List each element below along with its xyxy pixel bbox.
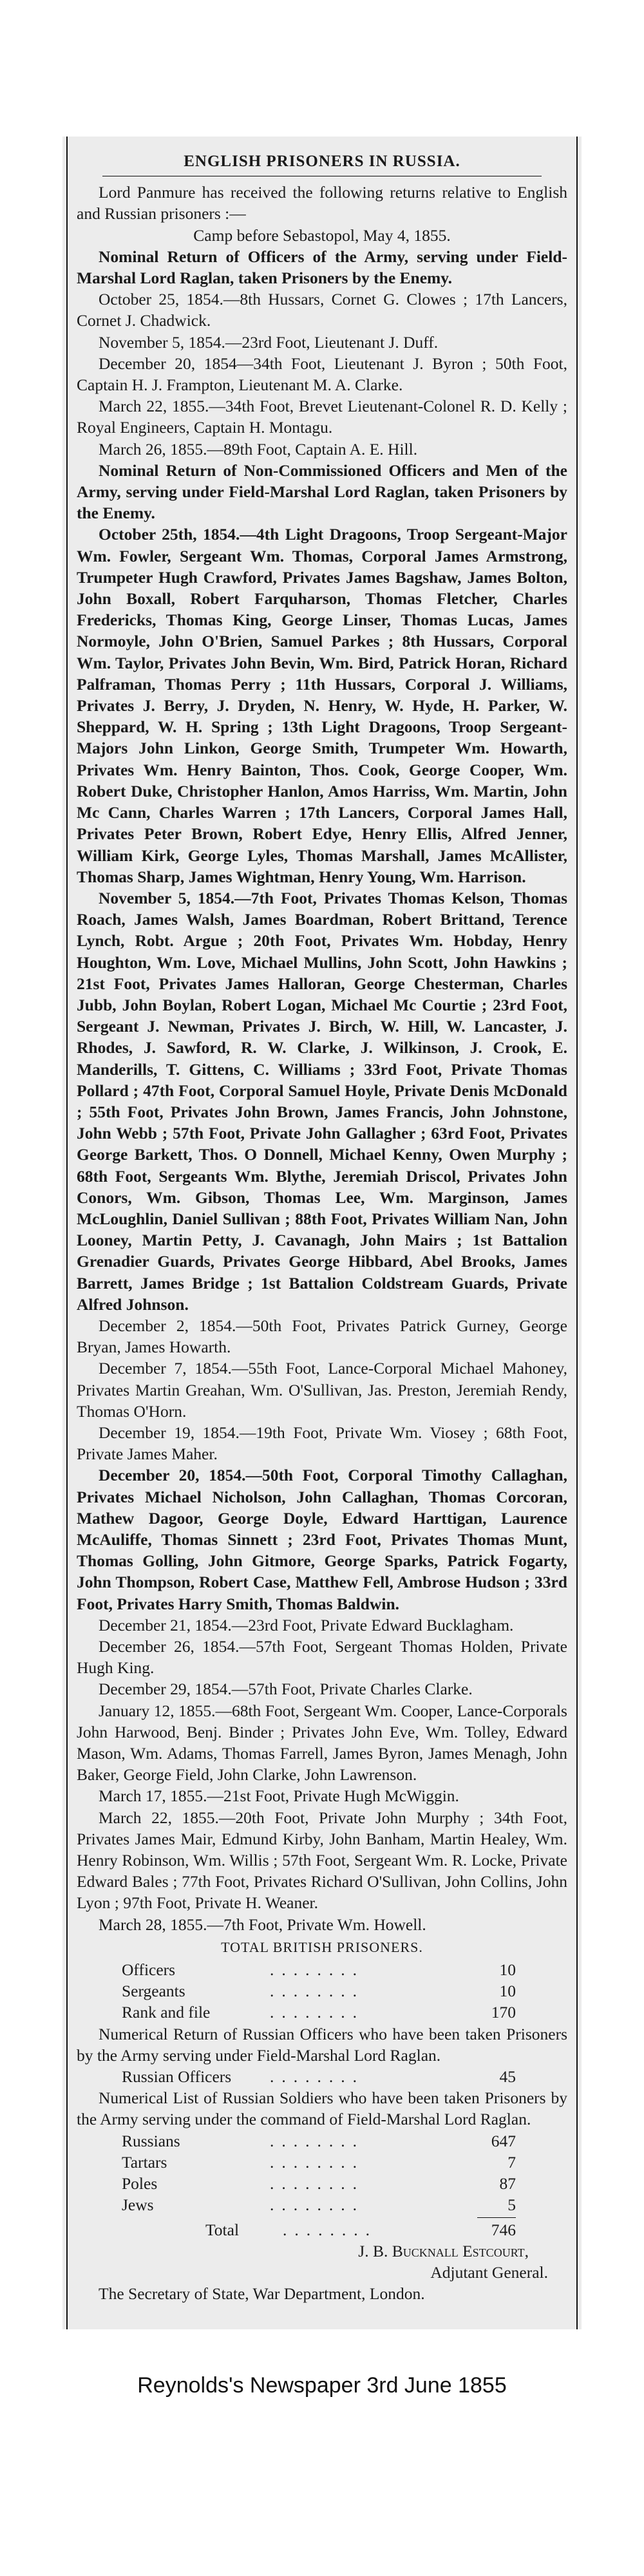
russian-soldiers-table (77, 2130, 567, 2216)
stat-label: Tartars (122, 2152, 167, 2172)
stat-label: Poles (122, 2174, 158, 2193)
stat-value: 87 (499, 2174, 516, 2193)
leader-dots: ........ (270, 1960, 365, 1980)
leader-dots: ........ (270, 2131, 365, 2150)
men-entry: December 29, 1854.—57th Foot, Private Charles Clarke. (99, 1680, 473, 1699)
stat-value: 5 (507, 2195, 516, 2215)
article-column (77, 148, 567, 2304)
grand-total-value: 746 (491, 2220, 516, 2239)
column-rule-right (576, 137, 578, 2329)
dateline: Camp before Sebastopol, May 4, 1855. (193, 225, 451, 245)
stat-row (77, 1959, 567, 1980)
leader-dots: ........ (283, 2220, 377, 2239)
men-entries (77, 524, 567, 1935)
grand-total-label: Total (205, 2220, 240, 2239)
men-entry: March 17, 1855.—21st Foot, Private Hugh McWiggin. (99, 1786, 459, 1806)
stat-value: 10 (499, 1960, 516, 1980)
stat-label: Sergeants (122, 1982, 185, 2001)
leader-dots: ........ (270, 2152, 365, 2172)
image-caption: Reynolds's Newspaper 3rd June 1855 (137, 2373, 507, 2398)
russian-soldiers-heading: Numerical List of Russian Soldiers who have been taken Prisoners by the Army serving under the command of Field-Marshal Lord Raglan. (77, 2088, 567, 2129)
stat-row (77, 2152, 567, 2173)
stat-row (77, 2002, 567, 2023)
officer-entries (77, 289, 567, 460)
leader-dots: ........ (270, 1982, 365, 2001)
signature-name: J. B. Bucknall Estcourt, (358, 2241, 529, 2260)
article-headline: ENGLISH PRISONERS IN RUSSIA. (184, 153, 460, 170)
british-totals-table (77, 1959, 567, 2023)
leader-dots: ........ (270, 2003, 365, 2022)
officer-entry: December 20, 1854—34th Foot, Lieutenant J. Byron ; 50th Foot, Captain H. J. Frampton, Lieutenant M. A. Clarke. (77, 354, 567, 395)
men-entry: November 5, 1854.—7th Foot, Privates Thomas Kelson, Thomas Roach, James Walsh, James Boardman, Robert Brittand, Terence Lynch, Robt. Argue ; 20th Foot, Privates Wm. Hobday, Henry Houghton, Wm. Love, Michael Mullins, John Scott, John Hawkins ; 21st Foot, Privates James Halloran, George Chesterman, Charles Jubb, John Boylan, Robert Logan, Michael Mc Courtie ; 23rd Foot, Sergeant J. Newman, Privates J. Birch, W. Hill, W. Lancaster, J. Rhodes, J. Sawford, R. W. Clarke, J. Wilkinson, J. Crook, E. Manderills, T. Gittens, C. Williams ; 33rd Foot, Private Thomas Pollard ; 47th Foot, Corporal Samuel Hoyle, Private Denis McDonald ; 55th Foot, Privates John Brown, James Francis, John Johnstone, John Webb ; 57th Foot, Private John Gallagher ; 63rd Foot, Privates George Barkett, Thos. O Donnell, Michael Kenny, Owen Murphy ; 68th Foot, Sergeants Wm. Blythe, Jeremiah Driscol, Privates John Conors, Wm. Gibson, Thomas Lee, Wm. Marginson, James McLoughlin, Daniel Sullivan ; 88th Foot, Privates William Nan, John Looney, Martin Petty, J. Cavanagh, John Mairs ; 1st Battalion Grenadier Guards, Privates George Hibbard, Abel Brooks, James Barrett, James Bridge ; 1st Battalion Coldstream Guards, Private Alfred Johnson. (77, 888, 567, 1314)
recipient-line: The Secretary of State, War Department, London. (99, 2284, 425, 2304)
stat-label: Jews (122, 2195, 154, 2215)
newspaper-clipping (62, 137, 582, 2329)
men-entry: December 21, 1854.—23rd Foot, Private Edward Bucklagham. (99, 1615, 514, 1634)
stat-value: 7 (507, 2152, 516, 2172)
men-entry: October 25th, 1854.—4th Light Dragoons, Troop Sergeant-Major Wm. Fowler, Sergeant Wm. Thomas, Corporal James Armstrong, Trumpeter Hugh Crawford, Privates James Bagshaw, James Bolton, John Boxall, Robert Farquharson, Thomas Fletcher, Charles Fredericks, Thomas King, George Linser, Thomas Lucas, James Normoyle, John O'Brien, Samuel Parkes ; 8th Hussars, Corporal Wm. Taylor, Privates John Bevin, Wm. Bird, Patrick Horan, Richard Palframan, Thomas Perry ; 11th Hussars, Corporal J. Williams, Privates J. Berry, J. Dryden, N. Henry, W. Hyde, H. Parker, W. Sheppard, W. H. Spring ; 13th Light Dragoons, Troop Sergeant-Majors John Linkon, George Smith, Trumpeter Wm. Howarth, Privates Wm. Henry Bainton, Thos. Cook, George Cooper, Wm. Robert Duke, Christopher Hanlon, Amos Harriss, Wm. Martin, John Mc Cann, Charles Warren ; 17th Lancers, Corporal James Hall, Privates Peter Brown, Robert Edye, Henry Ellis, Alfred Jenner, William Kirk, George Lyles, Thomas Marshall, James McAllister, Thomas Sharp, James Wightman, Henry Young, Wm. Harrison. (77, 525, 567, 886)
stat-row (77, 2173, 567, 2194)
officer-entry: October 25, 1854.—8th Hussars, Cornet G. Clowes ; 17th Lancers, Cornet J. Chadwick. (77, 290, 567, 330)
stat-label: Russians (122, 2131, 180, 2150)
stat-label: Russian Officers (122, 2067, 232, 2087)
total-british-heading: TOTAL BRITISH PRISONERS. (221, 1938, 423, 1955)
men-entry: January 12, 1855.—68th Foot, Sergeant Wm. Cooper, Lance-Corporals John Harwood, Benj. Binder ; Privates John Eve, Wm. Tolley, Edward Mason, Wm. Adams, Thomas Farrell, James Byron, James Menagh, John Baker, George Field, John Clarke, John Lawrenson. (77, 1701, 567, 1785)
stat-value: 170 (491, 2003, 516, 2022)
leader-dots: ........ (270, 2174, 365, 2193)
men-entry: March 22, 1855.—20th Foot, Private John Murphy ; 34th Foot, Privates James Mair, Edmund Kirby, John Banham, Martin Healey, Wm. Henry Robinson, Wm. Willis ; 57th Foot, Sergeant Wm. R. Locke, Private Edward Bales ; 77th Foot, Privates Richard O'Sullivan, John Collins, John Lyon ; 97th Foot, Private H. Weaner. (77, 1808, 567, 1913)
officers-return-heading: Nominal Return of Officers of the Army, serving under Field-Marshal Lord Raglan, taken Prisoners by the Enemy. (77, 247, 567, 288)
men-entry: December 7, 1854.—55th Foot, Lance-Corporal Michael Mahoney, Privates Martin Greahan, Wm. O'Sullivan, Jas. Preston, Jeremiah Rendy, Thomas O'Horn. (77, 1359, 567, 1421)
men-entry: December 26, 1854.—57th Foot, Sergeant Thomas Holden, Private Hugh King. (77, 1637, 567, 1678)
stat-value: 10 (499, 1982, 516, 2001)
men-entry: December 19, 1854.—19th Foot, Private Wm. Viosey ; 68th Foot, Private James Maher. (77, 1423, 567, 1464)
stat-label: Officers (122, 1960, 176, 1980)
men-entry: December 2, 1854.—50th Foot, Privates Patrick Gurney, George Bryan, James Howarth. (77, 1316, 567, 1357)
column-rule-left (66, 137, 68, 2329)
stat-label: Rank and file (122, 2003, 211, 2022)
men-return-heading: Nominal Return of Non-Commissioned Officers and Men of the Army, serving under Field-Marshal Lord Raglan, taken Prisoners by the Enemy. (77, 460, 567, 523)
leader-dots: ........ (270, 2195, 365, 2215)
officer-entry: November 5, 1854.—23rd Foot, Lieutenant J. Duff. (99, 332, 439, 352)
stat-row (77, 1980, 567, 2002)
stat-row (77, 2130, 567, 2152)
intro-paragraph: Lord Panmure has received the following returns relative to English and Russian prisoners :— (77, 183, 567, 223)
men-entry: December 20, 1854.—50th Foot, Corporal Timothy Callaghan, Privates Michael Nicholson, John Callaghan, Thomas Corcoran, Mathew Dagoor, George Doyle, Edward Harttigan, Laurence McAuliffe, Thomas Sinnett ; 23rd Foot, Privates Thomas Munt, Thomas Golling, John Gitmore, George Sparks, Patrick Fogarty, John Thompson, Robert Case, Matthew Fell, Ambrose Hudson ; 33rd Foot, Privates Harry Smith, Thomas Baldwin. (77, 1466, 567, 1613)
stat-row (77, 2194, 567, 2215)
leader-dots: ........ (270, 2067, 365, 2087)
stat-value: 647 (491, 2131, 516, 2150)
officer-entry: March 26, 1855.—89th Foot, Captain A. E. Hill. (99, 439, 418, 459)
men-entry: March 28, 1855.—7th Foot, Private Wm. Howell. (99, 1915, 426, 1934)
russian-officers-heading: Numerical Return of Russian Officers who have been taken Prisoners by the Army serving under Field-Marshal Lord Raglan. (77, 2024, 567, 2065)
stat-value: 45 (499, 2067, 516, 2087)
stat-row (77, 2066, 567, 2087)
officer-entry: March 22, 1855.—34th Foot, Brevet Lieutenant-Colonel R. D. Kelly ; Royal Engineers, Captain H. Montagu. (77, 397, 567, 437)
signature-title: Adjutant General. (430, 2262, 548, 2282)
sum-rule (477, 2217, 516, 2218)
grand-total-row (77, 2219, 567, 2240)
